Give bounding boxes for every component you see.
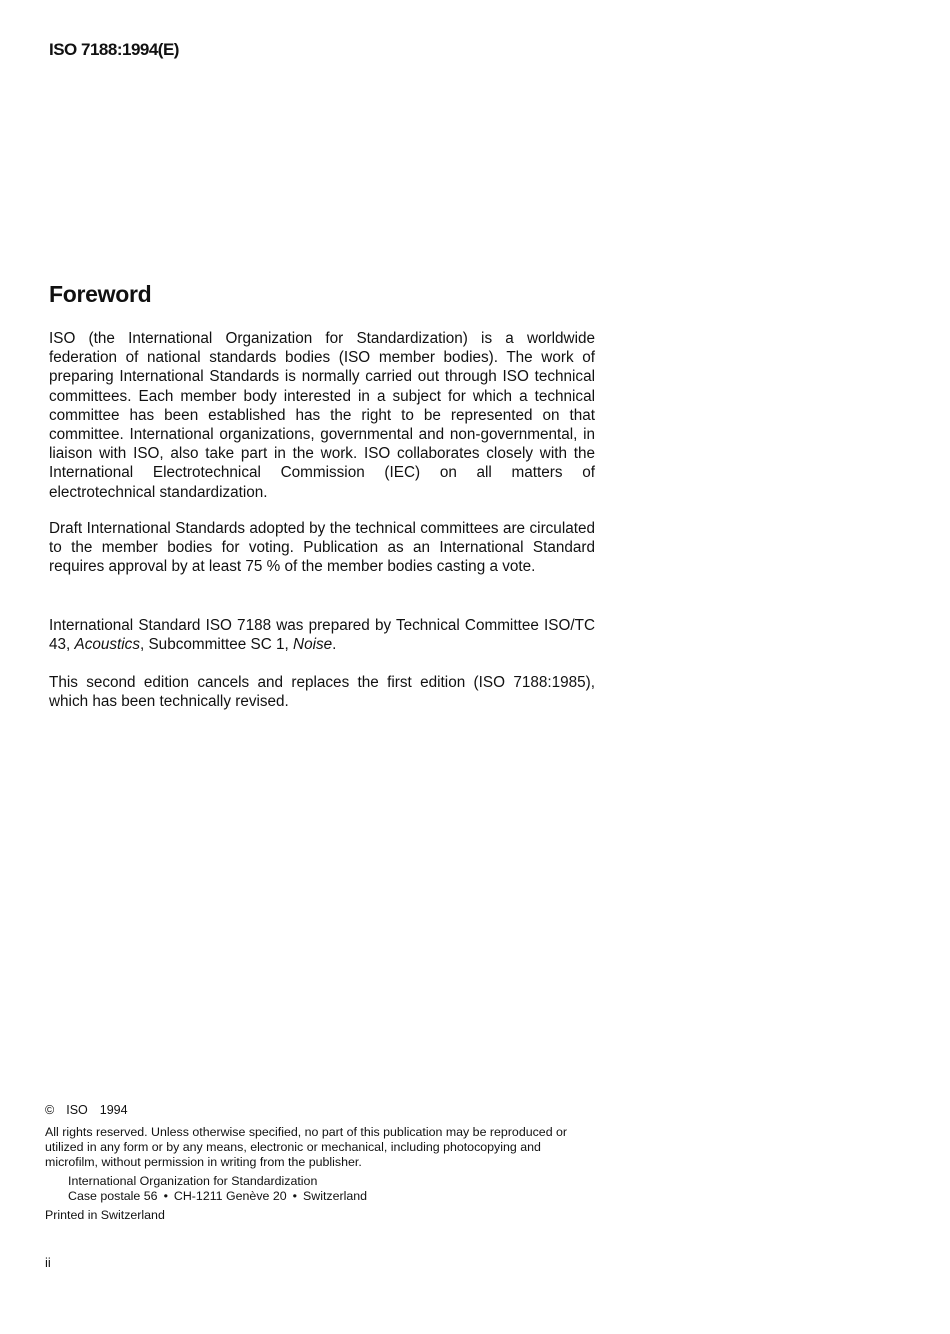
foreword-paragraph-1: ISO (the International Organization for Standardization) is a worldwide federation of national standards bodies (ISO member bodies). The work of preparing International Standards is normally carried out through ISO technical committees. Each member body interested in a subject for which a technical committee has been established has the right to be represented on that committee. International organizations, governmental and non-governmental, in liaison with ISO, also take part in the work. ISO collaborates closely with the International Electrotechnical Commission (IEC) on all matters of electrotechnical standardization. xyxy=(49,330,595,501)
postal-city: CH-1211 Genève 20 xyxy=(173,1189,287,1203)
section-title: Foreword xyxy=(49,281,152,307)
printed-in: Printed in Switzerland xyxy=(45,1208,165,1222)
postal-country: Switzerland xyxy=(302,1189,368,1203)
foreword-paragraph-3 xyxy=(49,616,595,654)
committee-name: Acoustics xyxy=(74,636,140,654)
foreword-paragraph-4: This second edition cancels and replaces the first edition (ISO 7188:1985), which has been technically revised. xyxy=(49,674,595,711)
copyright-year: 1994 xyxy=(99,1103,128,1117)
publisher-address xyxy=(68,1174,367,1204)
p3-text-end: . xyxy=(332,636,337,654)
copyright-icon: © xyxy=(45,1103,55,1117)
bullet-icon: • xyxy=(292,1189,297,1203)
copyright-line xyxy=(45,1103,128,1118)
p3-text-mid: , Subcommittee SC 1, xyxy=(139,636,294,654)
subcommittee-name: Noise xyxy=(293,636,333,654)
foreword-paragraph-2: Draft International Standards adopted by the technical committees are circulated to the member bodies for voting. Publication as an International Standard requires approval by at least 75 % of the member bodies casting a vote. xyxy=(49,520,595,576)
page-number: ii xyxy=(45,1255,51,1270)
copyright-org: ISO xyxy=(66,1103,88,1117)
document-id: ISO 7188:1994(E) xyxy=(49,40,179,59)
rights-notice: All rights reserved. Unless otherwise specified, no part of this publication may be reproduced or utilized in any form or by any means, electronic or mechanical, including photocopying and microfilm, without permission in writing from the publisher. xyxy=(45,1125,568,1169)
publisher-name: International Organization for Standardization xyxy=(68,1174,318,1188)
postal-box: Case postale 56 xyxy=(68,1189,158,1203)
bullet-icon: • xyxy=(163,1189,168,1203)
publisher-postal xyxy=(68,1189,367,1204)
p3-text-start: International Standard ISO 7188 was prepared by Technical Committee ISO/TC 43, xyxy=(49,617,595,654)
